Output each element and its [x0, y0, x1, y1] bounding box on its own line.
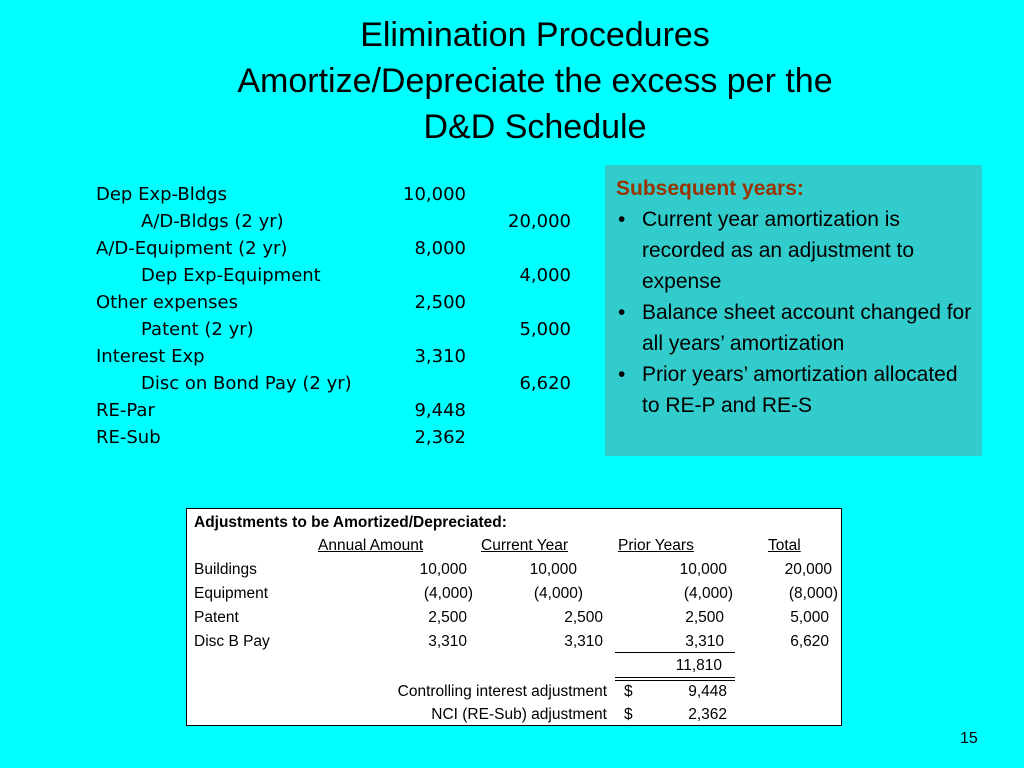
- note-bullet-list: [616, 204, 972, 421]
- adjustments-title: Adjustments to be Amortized/Depreciated:: [194, 514, 507, 531]
- subsequent-years-note: [605, 165, 982, 456]
- journal-credit: 4,000: [519, 265, 571, 286]
- adjustments-table: [186, 508, 842, 726]
- row-prior: 10,000: [679, 561, 727, 578]
- header-annual-amount: Annual Amount: [318, 537, 424, 554]
- row-label: Disc B Pay: [194, 633, 270, 650]
- journal-account: Patent (2 yr): [141, 319, 254, 340]
- title-line-1: Elimination Procedures: [360, 16, 710, 54]
- row-current: 3,310: [564, 633, 603, 650]
- journal-debit: 3,310: [414, 346, 466, 367]
- journal-account: RE-Par: [96, 400, 155, 421]
- journal-account: A/D-Bldgs (2 yr): [141, 211, 284, 232]
- note-heading: Subsequent years:: [616, 177, 804, 200]
- note-bullet: • Current year amortization is recorded as an adjustment to expense: [616, 204, 972, 297]
- row-prior: (4,000): [683, 585, 733, 602]
- row-label: Patent: [194, 609, 239, 626]
- row-current: 2,500: [564, 609, 603, 626]
- controlling-value: 9,448: [688, 683, 727, 700]
- controlling-label: Controlling interest adjustment: [397, 683, 607, 700]
- sum-rule: [615, 652, 735, 653]
- row-current: (4,000): [533, 585, 583, 602]
- row-label: Equipment: [194, 585, 269, 602]
- journal-account: A/D-Equipment (2 yr): [96, 238, 288, 259]
- row-annual: 10,000: [419, 561, 467, 578]
- note-bullet: • Balance sheet account changed for all years’ amortization: [616, 297, 972, 359]
- row-total: 5,000: [790, 609, 829, 626]
- row-prior: 3,310: [685, 633, 724, 650]
- header-prior-years: Prior Years: [618, 537, 694, 554]
- note-bullet: • Prior years’ amortization allocated to RE-P and RE-S: [616, 359, 972, 421]
- header-total: Total: [768, 537, 801, 554]
- journal-credit: 5,000: [519, 319, 571, 340]
- row-total: 20,000: [784, 561, 832, 578]
- nci-value: 2,362: [688, 706, 727, 723]
- double-rule-top: [615, 677, 735, 678]
- controlling-currency: $: [624, 683, 633, 700]
- journal-account: Dep Exp-Bldgs: [96, 184, 227, 205]
- prior-years-sum: 11,810: [675, 657, 722, 674]
- row-current: 10,000: [529, 561, 577, 578]
- journal-credit: 6,620: [519, 373, 571, 394]
- row-annual: 2,500: [428, 609, 467, 626]
- journal-debit: 2,500: [414, 292, 466, 313]
- journal-account: RE-Sub: [96, 427, 161, 448]
- double-rule-bottom: [615, 680, 735, 681]
- row-annual: 3,310: [428, 633, 467, 650]
- journal-account: Dep Exp-Equipment: [141, 265, 321, 286]
- journal-account: Disc on Bond Pay (2 yr): [141, 373, 352, 394]
- journal-debit: 10,000: [403, 184, 466, 205]
- title-line-2: Amortize/Depreciate the excess per the: [237, 62, 833, 100]
- journal-debit: 8,000: [414, 238, 466, 259]
- row-prior: 2,500: [685, 609, 724, 626]
- journal-account: Other expenses: [96, 292, 238, 313]
- journal-debit: 9,448: [414, 400, 466, 421]
- slide-title: [0, 12, 1024, 150]
- page-number: 15: [960, 730, 978, 747]
- nci-currency: $: [624, 706, 633, 723]
- row-annual: (4,000): [423, 585, 473, 602]
- row-label: Buildings: [194, 561, 257, 578]
- journal-account: Interest Exp: [96, 346, 205, 367]
- nci-label: NCI (RE-Sub) adjustment: [431, 706, 607, 723]
- title-line-3: D&D Schedule: [423, 108, 647, 146]
- row-total: (8,000): [788, 585, 838, 602]
- row-total: 6,620: [790, 633, 829, 650]
- journal-debit: 2,362: [414, 427, 466, 448]
- journal-credit: 20,000: [508, 211, 571, 232]
- header-current-year: Current Year: [481, 537, 569, 554]
